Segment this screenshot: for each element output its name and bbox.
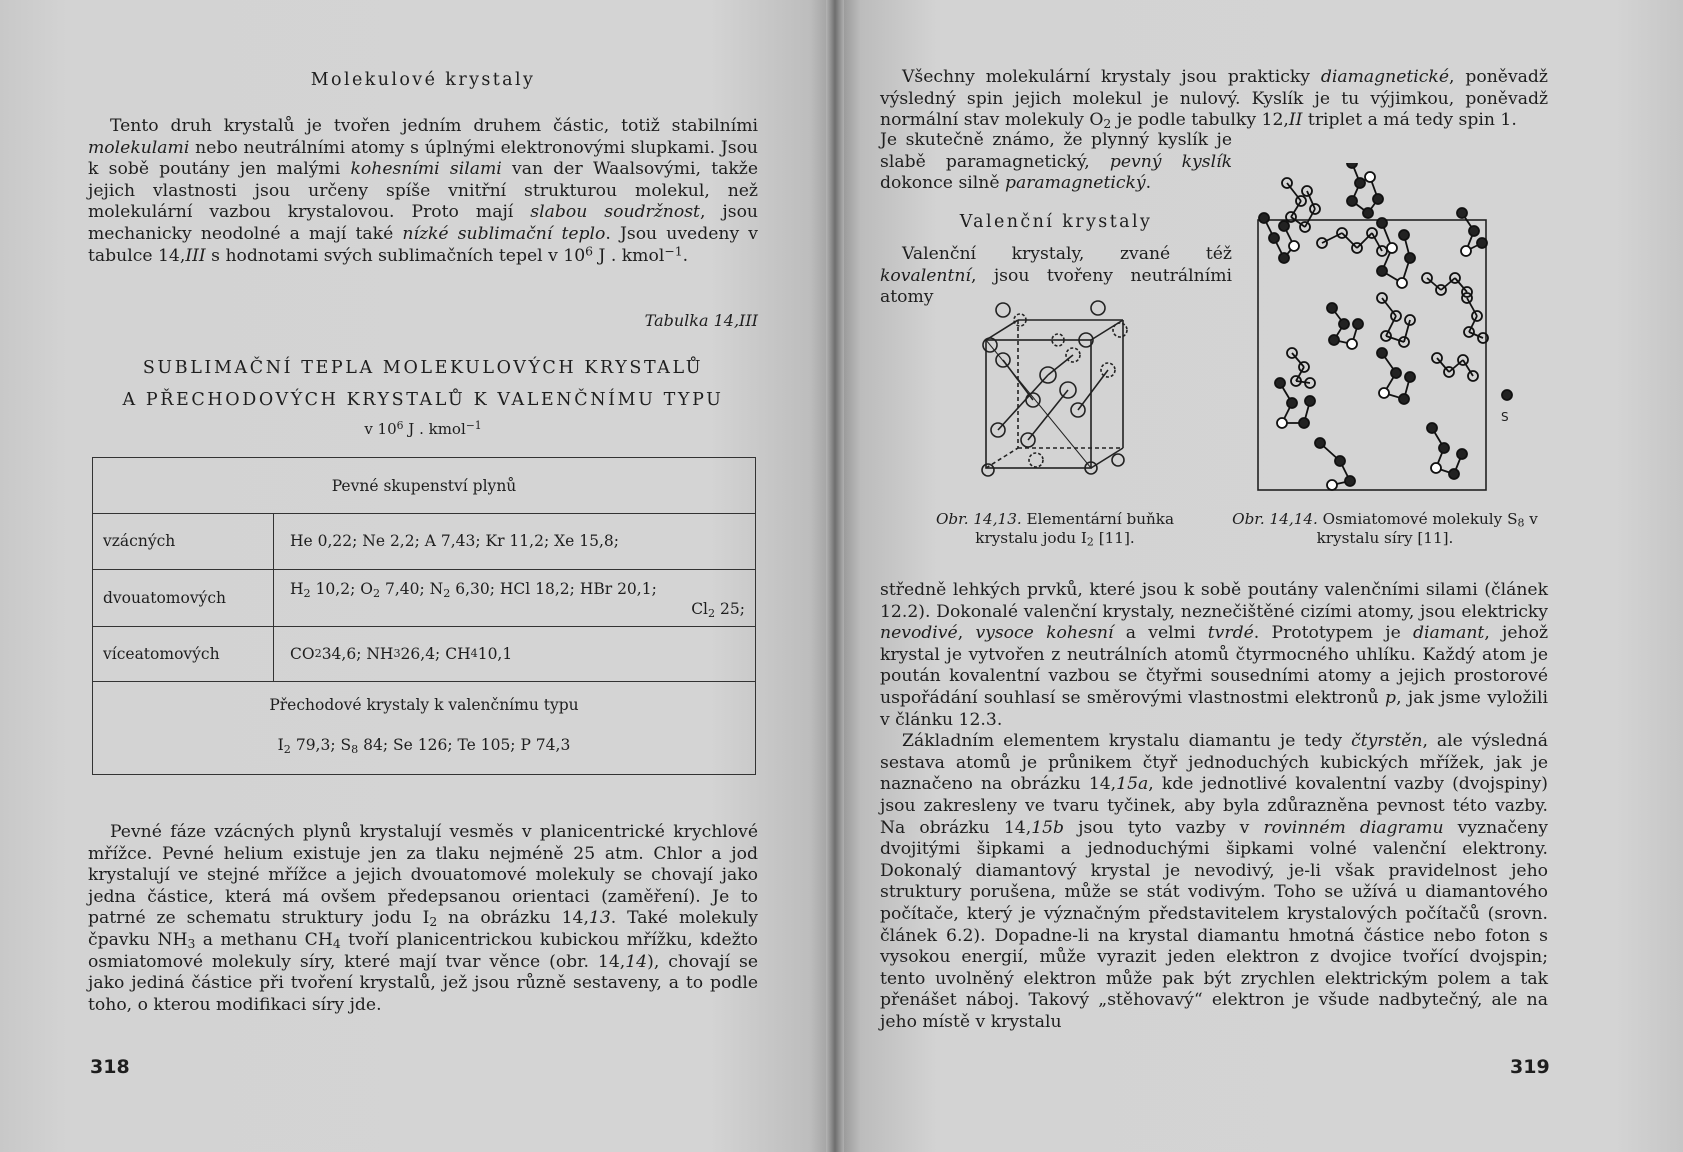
section-heading-valence: Valenční krystaly [959,212,1153,232]
intro-text: Tento druh krystalů je tvořen jedním druhem částic, totiž stabilními molekulami nebo neutrálními atomy s úplnými elektronovými slupkami. Jsou k sobě poutány jen malými kohesními silami van der Waalsovými, takže jejich vlastnosti jsou určeny spíše vnitřní strukturou molekul, než molekulární vazbou krystalovou. Proto mají slabou soudržnost, jsou mechanicky neodolné a mají také nízké sublimační teplo. Jsou uvedeny v tabulce 14,III s hodnotami svých sublimačních tepel v $10^6$ J . kmol$^{-1}$. [88,116,758,266]
body-paragraphs-right [880,580,1548,1033]
s8-molecule [1377,218,1415,288]
s8-molecule [1327,303,1363,349]
valence-intro-text: Valenční krystaly, zvané též kovalentní, jsou tvořeny neutrálními atomy [880,244,1232,308]
s8-molecule [1427,423,1467,479]
page-number-left: 318 [90,1056,130,1078]
row-label: dvouatomových [103,588,227,607]
table-title-line1: SUBLIMAČNÍ TEPLA MOLEKULOVÝCH KRYSTALŮ [142,358,704,378]
body-text-right-2: Základním elementem krystalu diamantu je tedy čtyrstěn, ale výsledná sestava atomů je průnikem čtyř jednoduchých kubických mřížek, jak je naznačeno na obrázku 14,15a, kde jednotlivé kovalentní vazby (dvojspiny) jsou zakresleny ve tvaru tyčinek, aby byla zdůrazněna pevnost této vazby. Na obrázku 14,15b jsou tyto vazby v rovinném diagramu vyznačeny dvojitými šipkami a jednoduchými šipkami volné valenční elektrony. Dokonalý diamantový krystal je nevodivý, je-li však pravidelnost jeho struktury porušena, může se stát vodivým. Toho se užívá u diamantového počítače, který je význačným představitelem krystalových počítačů (srovn. článek 6.2). Dopadne-li na krystal diamantu hmotná částice nebo foton s vysokou energií, může vyrazit jeden elektron z dvojice tvořící dvojspin; tento uvolněný elektron může pak být zrychlen elektrickým polem a tak přenášet náboj. Takový „stěhovavý“ elektron je všude nadbytečný, ale na jeho místě v krystalu [880,731,1548,1032]
table-unit: v $10^6$ J . kmol$^{-1}$ [364,419,482,438]
column-divider [273,569,274,626]
row-label: víceatomových [103,644,220,663]
table-footer-title: Přechodové krystaly k valenčnímu typu [269,696,579,714]
s8-molecule [1377,293,1415,347]
row-label: vzácných [103,532,176,550]
s8-molecule [1432,353,1478,381]
table-number: Tabulka 14,III [644,311,758,330]
s8-molecule [1377,348,1415,404]
intro-paragraph [88,116,758,267]
paragraph-oxygen [880,130,1232,195]
s8-molecule [1275,378,1355,490]
section-heading-molecular: Molekulové krystaly [310,70,536,90]
s8-legend-atom [1502,390,1512,400]
table-row [93,569,755,627]
row-value: He 0,22; Ne 2,2; A 7,43; Kr 11,2; Xe 15,8; [290,532,619,550]
s8-molecule [1317,228,1387,256]
table-title [88,352,758,416]
body-text-right-1: středně lehkých prvků, které jsou k sobě poutány valenčními silami (článek 12.2). Dokonalé valenční krystaly, neznečištěné cizími atomy, jsou elektricky nevodivé, vysoce kohesní a velmi tvrdé. Prototypem je diamant, jehož krystal je vytvořen z neutrálních atomů čtyrmocného uhlíku. Každý atom je poután kovalentní vazbou se čtyřmi sousedními atomy a jejich prostorové uspořádání souhlasí se směrovými vlastnostmi elektronů p, jak jsme vyložili v článku 12.3. [880,580,1549,730]
row-value-line1: $H_2$ 10,2; $O_2$ 7,40; $N_2$ 6,30; HCl 18,2; HBr 20,1; [290,580,657,600]
row-value: CO 2 34,6; NH 3 26,4; CH 4 10,1 [290,644,513,663]
body-paragraph-left [88,822,758,1016]
table-header: Pevné skupenství plynů [93,458,755,514]
oxygen-text: Je skutečně známo, že plynný kyslík je slabě paramagnetický, pevný kyslík dokonce silně paramagnetický. [880,130,1232,194]
column-divider [273,513,274,569]
table-row [93,626,755,682]
table-row [93,513,755,570]
figure-iodine-unit-cell [978,300,1136,500]
body-text-left: Pevné fáze vzácných plynů krystalují vesměs v planicentrické krychlové mřížce. Pevné helium existuje jen za tlaku nejméně 25 atm. Chlor a jod krystalují ve stejné mřížce a jejich dvouatomové molekuly se chovají jako jedna částice, která má ovšem předepsanou orientaci (zaměření). Je to patrné ze schematu struktury jodu $I_2$ na obrázku 14,13. Také molekuly čpavku $NH_3$ a methanu $CH_4$ tvoří planicentrickou kubickou mřížku, kdežto osmiatomové molekuly síry, které mají tvar věnce (obr. 14,14), chovají se jako jediná částice při tvoření krystalů, jež jsou různě sestaveny, a to podle toho, o kterou modifikaci síry jde. [88,822,759,1015]
s8-molecule [1457,208,1487,256]
sublimation-table [92,457,756,775]
table-title-line2: A PŘECHODOVÝCH KRYSTALŮ K VALENČNÍMU TYPU [122,390,724,410]
column-divider [273,626,274,681]
paragraph-diamagnetic [880,67,1548,132]
s8-molecule [1287,348,1315,388]
row-value-line2: $Cl_2$ 25; [691,600,745,620]
sulfur-atom-label: S [1501,410,1509,424]
diamagnetic-text: Všechny molekulární krystaly jsou prakticky diamagnetické, poněvadž výsledný spin jejich molekul je nulový. Kyslík je tu výjimkou, poněvadž normální stav molekuly $O_2$ je podle tabulky 12,II triplet a má tedy spin 1. [880,67,1548,132]
s8-molecule [1347,163,1383,218]
page-number-right: 319 [1510,1056,1550,1078]
table-footer-values: $I_2$ 79,3; $S_8$ 84; Se 126; Te 105; P 74,3 [277,736,571,756]
figure-sulfur-s8-molecules [1252,163,1552,493]
s8-molecule [1462,293,1488,343]
figure-caption-14-14: Obr. 14,14. Osmiatomové molekuly $S_8$ v krystalu síry [11]. [1232,510,1538,547]
book-gutter [826,0,844,1152]
figure-caption-14-13: Obr. 14,13. Elementární buňka krystalu jodu $I_2$ [11]. [935,510,1175,549]
